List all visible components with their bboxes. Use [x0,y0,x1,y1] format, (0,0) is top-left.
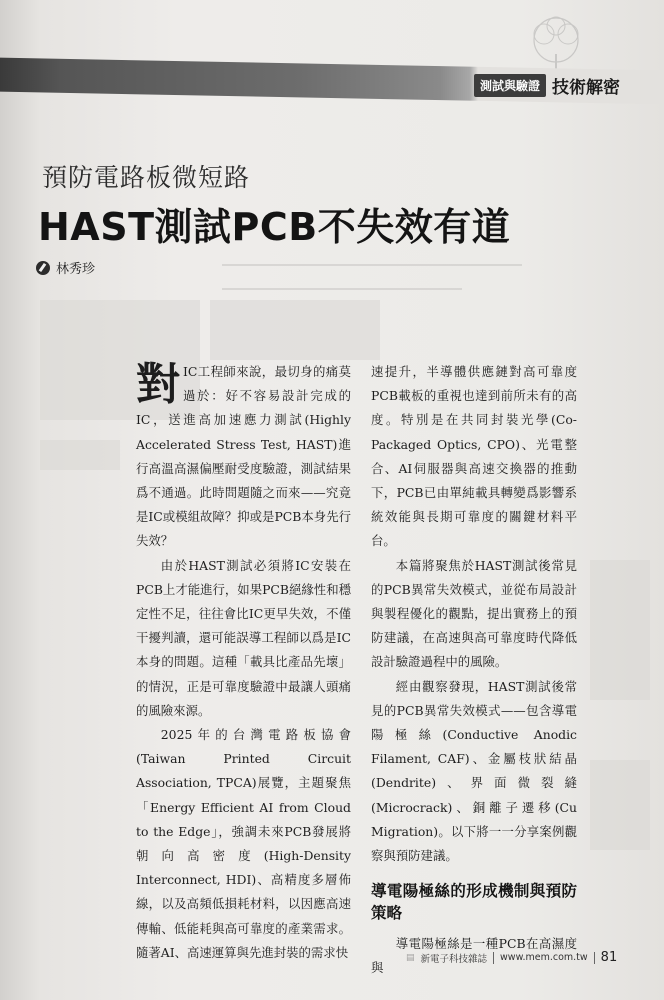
section-tag [474,72,620,98]
paragraph: 速提升，半導體供應鏈對高可靠度PCB載板的重視也達到前所未有的高度。特別是在共同封裝光學(Co-Packaged Optics, CPO)、光電整合、AI伺服器與高速交換器的推動下，PCB已由單純載具轉變爲影響系統效能與長期可靠度的關鍵材料平台。 [371,364,577,549]
show-through-block [40,440,120,470]
paragraph: 由於HAST測試必須將IC安裝在PCB上才能進行，如果PCB絕緣性和穩定性不足，往往會比IC更早失效，不僅干擾判讀，還可能誤導工程師以爲是IC本身的問題。這種「載具比產品先壞」的情況，正是可靠度驗證中最讓人頭痛的風險來源。 [136,557,351,718]
page-number: 81 [600,950,618,965]
show-through-block [590,560,650,700]
left-column [136,360,351,965]
section-main-label: 技術解密 [552,77,621,98]
article-subtitle: 預防電路板微短路 [42,163,251,192]
show-through-line [222,288,462,290]
article-title: HAST測試PCB不失效有道 [38,205,511,249]
paragraph: 經由觀察發現，HAST測試後常見的PCB異常失效模式——包含導電陽極絲(Conductive Anodic Filament, CAF)、金屬枝狀結晶(Dendrite)、界面微裂縫(Microcrack)、銅離子遷移(Cu Migration)。以下將一一分享案例觀察與預防建議。 [371,678,577,864]
paragraph: 本篇將聚焦於HAST測試後常見的PCB異常失效模式，並從布局設計與製程優化的觀點，提出實務上的預防建議，在高速與高可靠度時代降低設計驗證過程中的風險。 [371,557,577,670]
section-heading: 導電陽極絲的形成機制與預防策略 [371,882,577,923]
footer-divider [493,952,494,964]
magazine-url: www.mem.com.tw [500,952,588,963]
show-through-block [590,760,650,850]
paragraph: 2025年的台灣電路板協會(Taiwan Printed Circuit Association, TPCA)展覽，主題聚焦「Energy Efficient AI from Cloud to the Edge」，強調未來PCB發展將朝向高密度(High-Density Interconnect, HDI)、高精度多層佈線，以及高頻低損耗材料，以因應高速傳輸、低能耗與高可靠度的產業需求。隨著AI、高速運算與先進封裝的需求快 [136,727,351,960]
footer-watermark: ▤ [406,952,415,963]
show-through-block [210,300,380,360]
magazine-name: 新電子科技雜誌 [420,953,488,965]
footer-divider [594,952,595,964]
section-sub-label: 測試與驗證 [474,74,546,97]
author-name: 林秀珍 [56,262,96,277]
author-line [36,258,95,277]
show-through-line [222,264,522,266]
page-footer [406,950,617,965]
right-column [371,360,577,981]
pen-icon [36,261,50,275]
drop-cap: 對 [136,359,180,410]
paragraph-text: IC工程師來說，最切身的痛莫過於：好不容易設計完成的IC，送進高加速應力測試(Highly Accelerated Stress Test, HAST)進行高溫高濕偏壓耐受度驗證，測試結果爲不通過。此時問題隨之而來——究竟是IC或模組故障？抑或是PCB本身先行失效？ [136,364,351,549]
paragraph: 導電陽極絲是一種PCB在高濕度與 [371,936,577,976]
paragraph [136,360,351,554]
